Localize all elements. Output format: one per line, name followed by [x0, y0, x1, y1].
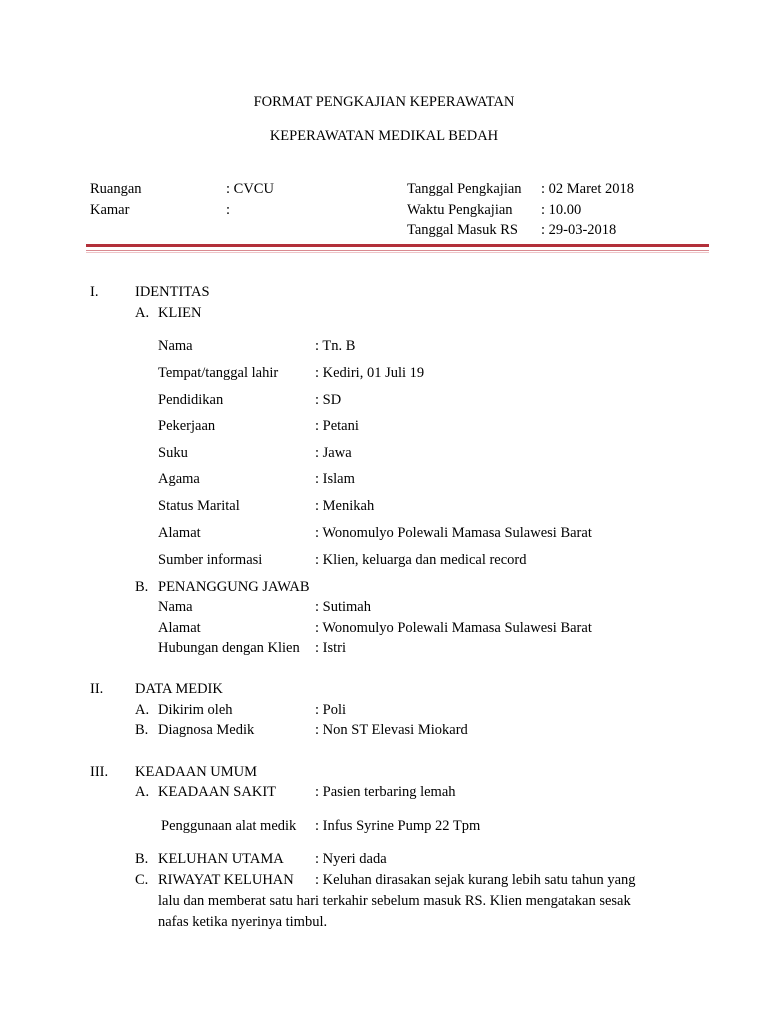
section-number: III.	[90, 764, 109, 780]
header-divider	[86, 244, 709, 247]
field-label: KEADAAN SAKIT	[158, 784, 277, 800]
waktu-pengkajian-value: : 10.00	[541, 202, 582, 218]
section-title: KEADAAN UMUM	[135, 764, 258, 780]
subsection-letter: B.	[135, 722, 149, 738]
field-value: : SD	[315, 392, 342, 408]
section-title: IDENTITAS	[135, 284, 210, 300]
field-label: Status Marital	[158, 498, 240, 514]
field-label: Tempat/tanggal lahir	[158, 365, 279, 381]
subsection-letter: A.	[135, 702, 150, 718]
field-value: : Sutimah	[315, 599, 371, 615]
field-label: Agama	[158, 471, 200, 487]
field-value: : Menikah	[315, 498, 375, 514]
field-label: Sumber informasi	[158, 552, 263, 568]
subsection-letter: C.	[135, 872, 149, 888]
field-label: Pendidikan	[158, 392, 224, 408]
paragraph-line: lalu dan memberat satu hari terkahir sebelum masuk RS. Klien mengatakan sesak	[158, 893, 631, 909]
kamar-label: Kamar	[90, 202, 130, 218]
tanggal-pengkajian-label: Tanggal Pengkajian	[407, 181, 522, 197]
field-value: : Wonomulyo Polewali Mamasa Sulawesi Barat	[315, 525, 592, 541]
field-label: Hubungan dengan Klien	[158, 640, 300, 656]
field-value: : Keluhan dirasakan sejak kurang lebih satu tahun yang	[315, 872, 636, 888]
field-value: : Petani	[315, 418, 359, 434]
field-label: Dikirim oleh	[158, 702, 233, 718]
subsection-title: KLIEN	[158, 305, 202, 321]
field-label: Alamat	[158, 620, 201, 636]
field-value: : Non ST Elevasi Miokard	[315, 722, 468, 738]
field-value: : Pasien terbaring lemah	[315, 784, 456, 800]
tanggal-pengkajian-value: : 02 Maret 2018	[541, 181, 635, 197]
field-label: KELUHAN UTAMA	[158, 851, 284, 867]
field-value: : Wonomulyo Polewali Mamasa Sulawesi Barat	[315, 620, 592, 636]
section-title: DATA MEDIK	[135, 681, 223, 697]
field-label: Pekerjaan	[158, 418, 216, 434]
tanggal-masuk-value: : 29-03-2018	[541, 222, 617, 238]
kamar-value: :	[226, 202, 231, 218]
header-divider-shadow	[86, 250, 709, 251]
field-value: : Kediri, 01 Juli 19	[315, 365, 425, 381]
field-value: : Infus Syrine Pump 22 Tpm	[315, 818, 481, 834]
field-label: Diagnosa Medik	[158, 722, 255, 738]
field-label: Penggunaan alat medik	[161, 818, 297, 834]
ruangan-label: Ruangan	[90, 181, 142, 197]
field-value: : Klien, keluarga dan medical record	[315, 552, 527, 568]
field-label: Nama	[158, 599, 193, 615]
paragraph-line: nafas ketika nyerinya timbul.	[158, 914, 328, 930]
subsection-letter: A.	[135, 305, 150, 321]
subsection-letter: B.	[135, 851, 149, 867]
field-label: Suku	[158, 445, 188, 461]
field-value: : Tn. B	[315, 338, 356, 354]
section-number: II.	[90, 681, 104, 697]
field-label: Alamat	[158, 525, 201, 541]
subsection-letter: A.	[135, 784, 150, 800]
document-title: FORMAT PENGKAJIAN KEPERAWATAN	[253, 94, 515, 110]
subsection-letter: B.	[135, 579, 149, 595]
field-value: : Nyeri dada	[315, 851, 387, 867]
header-divider-shadow-light	[86, 252, 709, 253]
document-subtitle: KEPERAWATAN MEDIKAL BEDAH	[269, 128, 499, 144]
field-value: : Istri	[315, 640, 347, 656]
section-number: I.	[90, 284, 99, 300]
subsection-title: PENANGGUNG JAWAB	[158, 579, 310, 595]
field-label: Nama	[158, 338, 193, 354]
waktu-pengkajian-label: Waktu Pengkajian	[407, 202, 513, 218]
field-value: : Jawa	[315, 445, 352, 461]
ruangan-value: : CVCU	[226, 181, 274, 197]
tanggal-masuk-label: Tanggal Masuk RS	[407, 222, 518, 238]
field-value: : Islam	[315, 471, 355, 487]
field-value: : Poli	[315, 702, 347, 718]
field-label: RIWAYAT KELUHAN	[158, 872, 294, 888]
